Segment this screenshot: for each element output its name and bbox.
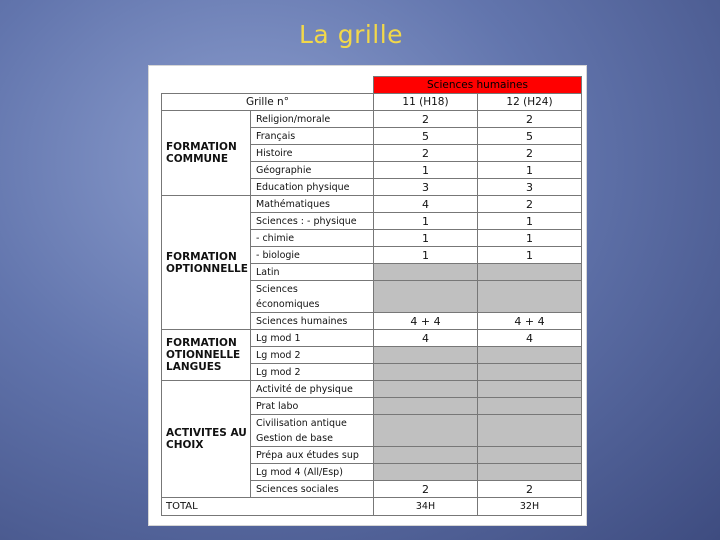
slide-title: La grille <box>299 20 404 49</box>
hours-cell: 2 <box>478 111 582 128</box>
hours-cell <box>478 381 582 398</box>
subject-label: Prépa aux études sup <box>251 447 374 464</box>
grid-12-header: 12 (H24) <box>478 94 582 111</box>
hours-cell: 1 <box>374 247 478 264</box>
hours-cell: 1 <box>478 247 582 264</box>
hours-cell: 2 <box>374 145 478 162</box>
table-row <box>162 381 582 398</box>
subject-label: Sciences économiques <box>251 281 374 313</box>
hours-cell <box>478 264 582 281</box>
subject-label: - biologie <box>251 247 374 264</box>
subject-label: Civilisation antique Gestion de base <box>251 415 374 447</box>
hours-cell <box>374 398 478 415</box>
subject-label: Géographie <box>251 162 374 179</box>
hours-cell: 2 <box>478 481 582 498</box>
hours-cell <box>374 381 478 398</box>
total-label: TOTAL <box>162 498 374 516</box>
hours-cell <box>374 364 478 381</box>
hours-cell: 1 <box>478 213 582 230</box>
hours-cell <box>478 464 582 481</box>
timetable-grid <box>161 76 582 516</box>
hours-cell: 1 <box>478 230 582 247</box>
section-formation-commune: FORMATION COMMUNE <box>162 111 251 196</box>
hours-cell: 5 <box>478 128 582 145</box>
hours-cell: 1 <box>374 213 478 230</box>
column-header-row <box>162 94 582 111</box>
total-grid-11: 34H <box>374 498 478 516</box>
hours-cell <box>374 464 478 481</box>
group-header: Sciences humaines <box>374 77 582 94</box>
hours-cell: 3 <box>374 179 478 196</box>
subject-label: Education physique <box>251 179 374 196</box>
subject-label: Lg mod 4 (All/Esp) <box>251 464 374 481</box>
hours-cell: 1 <box>374 230 478 247</box>
group-header-row <box>162 77 582 94</box>
subject-label: Lg mod 2 <box>251 347 374 364</box>
hours-cell <box>478 281 582 313</box>
hours-cell: 3 <box>478 179 582 196</box>
subject-label: Sciences : - physique <box>251 213 374 230</box>
hours-cell <box>478 398 582 415</box>
hours-cell: 4 <box>478 330 582 347</box>
grid-number-label: Grille n° <box>162 94 374 111</box>
hours-cell <box>374 415 478 447</box>
subject-label: Lg mod 2 <box>251 364 374 381</box>
section-formation-langues: FORMATION OTIONNELLE LANGUES <box>162 330 251 381</box>
subject-label: Prat labo <box>251 398 374 415</box>
section-formation-optionnelle: FORMATION OPTIONNELLE <box>162 196 251 330</box>
hours-cell <box>374 264 478 281</box>
subject-label: Français <box>251 128 374 145</box>
subject-label: Activité de physique <box>251 381 374 398</box>
hours-cell: 1 <box>374 162 478 179</box>
subject-label: Lg mod 1 <box>251 330 374 347</box>
hours-cell: 4 + 4 <box>374 313 478 330</box>
grid-11-header: 11 (H18) <box>374 94 478 111</box>
subject-label: Sciences humaines <box>251 313 374 330</box>
subject-label: - chimie <box>251 230 374 247</box>
hours-cell: 2 <box>374 111 478 128</box>
hours-cell <box>374 347 478 364</box>
subject-label: Religion/morale <box>251 111 374 128</box>
subject-label: Sciences sociales <box>251 481 374 498</box>
hours-cell: 2 <box>374 481 478 498</box>
subject-label: Mathématiques <box>251 196 374 213</box>
hours-cell: 5 <box>374 128 478 145</box>
hours-cell: 1 <box>478 162 582 179</box>
table-row <box>162 111 582 128</box>
hours-cell: 4 + 4 <box>478 313 582 330</box>
total-grid-12: 32H <box>478 498 582 516</box>
hours-cell <box>478 447 582 464</box>
hours-cell <box>478 415 582 447</box>
hours-cell: 2 <box>478 196 582 213</box>
hours-cell <box>374 281 478 313</box>
table-row <box>162 196 582 213</box>
hours-cell <box>478 364 582 381</box>
hours-cell: 4 <box>374 196 478 213</box>
hours-cell: 2 <box>478 145 582 162</box>
total-row <box>162 498 582 516</box>
table-row <box>162 330 582 347</box>
section-activites-au-choix: ACTIVITES AU CHOIX <box>162 381 251 498</box>
document-page <box>148 65 587 526</box>
subject-label: Latin <box>251 264 374 281</box>
subject-label: Histoire <box>251 145 374 162</box>
hours-cell <box>374 447 478 464</box>
hours-cell <box>478 347 582 364</box>
hours-cell: 4 <box>374 330 478 347</box>
